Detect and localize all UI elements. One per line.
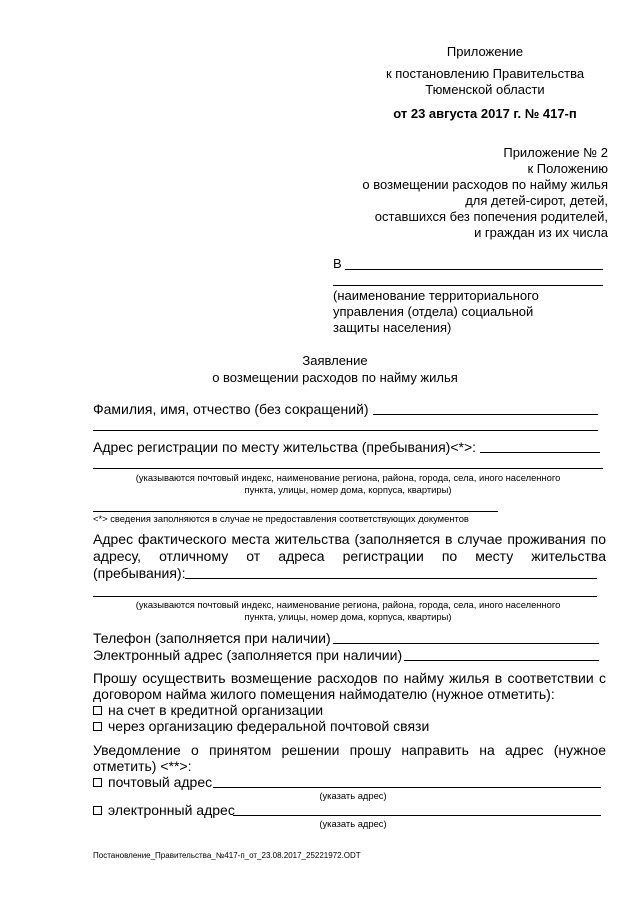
email-label: Электронный адрес (заполняется при наличии)	[93, 647, 403, 663]
request-text: Прошу осуществить возмещение расходов по найму жилья в соответствии с	[93, 670, 606, 686]
actual-address-hint: (указываются почтовый индекс, наименование региона, района, города, села, иного населенного	[135, 599, 561, 610]
resolution-label: к постановлению Правительства	[385, 66, 585, 81]
actual-address-hint: пункта, улицы, номер дома, корпуса, квартиры)	[244, 611, 452, 622]
fio-label: Фамилия, имя, отчество (без сокращений)	[93, 401, 369, 417]
addressee-field-2[interactable]	[333, 285, 603, 286]
appendix2-line: и граждан из их числа	[474, 225, 608, 240]
phone-field[interactable]	[333, 643, 599, 644]
resolution-date-number: от 23 августа 2017 г. № 417-п	[393, 106, 577, 121]
electronic-address-hint: (указать адрес)	[319, 818, 387, 829]
option-electronic-label: электронный адрес	[108, 802, 235, 818]
electronic-address-field[interactable]	[233, 815, 601, 816]
fio-field[interactable]	[373, 414, 598, 415]
appendix2-line: к Положению	[527, 161, 608, 176]
actual-address-label: адресу, отличному от адреса регистрации по месту жительства	[93, 548, 606, 564]
option-postal-label: почтовый адрес	[108, 774, 213, 790]
reg-address-hint: (указываются почтовый индекс, наименование региона, района, города, села, иного населенного	[135, 472, 561, 483]
postal-address-hint: (указать адрес)	[319, 790, 387, 801]
notify-text: отметить) <**>:	[93, 758, 192, 774]
reg-address-hint: пункта, улицы, номер дома, корпуса, квартиры)	[244, 484, 452, 495]
request-text: договором найма жилого помещения наймодателю (нужное отметить):	[93, 686, 555, 702]
document-filename: Постановление_Правительства_№417-п_от_23.08.2017_25221972.ODT	[93, 851, 361, 860]
reg-address-field[interactable]	[480, 452, 600, 453]
checkbox-postal[interactable]	[93, 778, 102, 787]
appendix2-title: Приложение № 2	[503, 145, 608, 160]
addressee-field[interactable]	[345, 269, 603, 270]
checkbox-bank[interactable]	[93, 706, 102, 715]
notify-text: Уведомление о принятом решении прошу направить на адрес (нужное	[93, 742, 606, 758]
addressee-hint: (наименование территориального	[333, 288, 539, 303]
option-post[interactable]	[93, 718, 429, 735]
option-post-label: через организацию федеральной почтовой связи	[108, 718, 430, 734]
option-postal-address[interactable]	[93, 774, 212, 791]
option-bank[interactable]	[93, 702, 323, 719]
option-electronic-address[interactable]	[93, 802, 235, 819]
checkbox-post[interactable]	[93, 722, 102, 731]
appendix-label: Приложение	[446, 44, 524, 59]
appendix2-line: оставшихся без попечения родителей,	[374, 209, 608, 224]
reg-address-label: Адрес регистрации по месту жительства (пребывания)<*>:	[93, 439, 477, 455]
statement-title: Заявление	[302, 353, 368, 368]
appendix2-line: для детей-сирот, детей,	[465, 193, 608, 208]
checkbox-electronic[interactable]	[93, 806, 102, 815]
addressee-prefix: В	[333, 256, 342, 271]
option-bank-label: на счет в кредитной организации	[108, 702, 324, 718]
postal-address-field[interactable]	[213, 787, 601, 788]
actual-address-field-2[interactable]	[93, 596, 597, 597]
appendix2-line: о возмещении расходов по найму жилья	[362, 177, 608, 192]
actual-address-label: (пребывания):	[93, 565, 186, 581]
fio-field-2[interactable]	[93, 430, 598, 431]
region-label: Тюменской области	[425, 82, 545, 97]
email-field[interactable]	[404, 660, 599, 661]
statement-subtitle: о возмещении расходов по найму жилья	[212, 370, 458, 385]
actual-address-label: Адрес фактического места жительства (заполняется в случае проживания по	[93, 531, 606, 547]
footnote-separator	[93, 511, 498, 512]
addressee-hint: защиты населения)	[333, 320, 452, 335]
addressee-hint: управления (отдела) социальной	[333, 304, 534, 319]
footnote: <*> сведения заполняются в случае не предоставления соответствующих документов	[93, 513, 469, 524]
reg-address-field-2[interactable]	[93, 468, 603, 469]
phone-label: Телефон (заполняется при наличии)	[93, 630, 331, 646]
actual-address-field[interactable]	[185, 578, 597, 579]
